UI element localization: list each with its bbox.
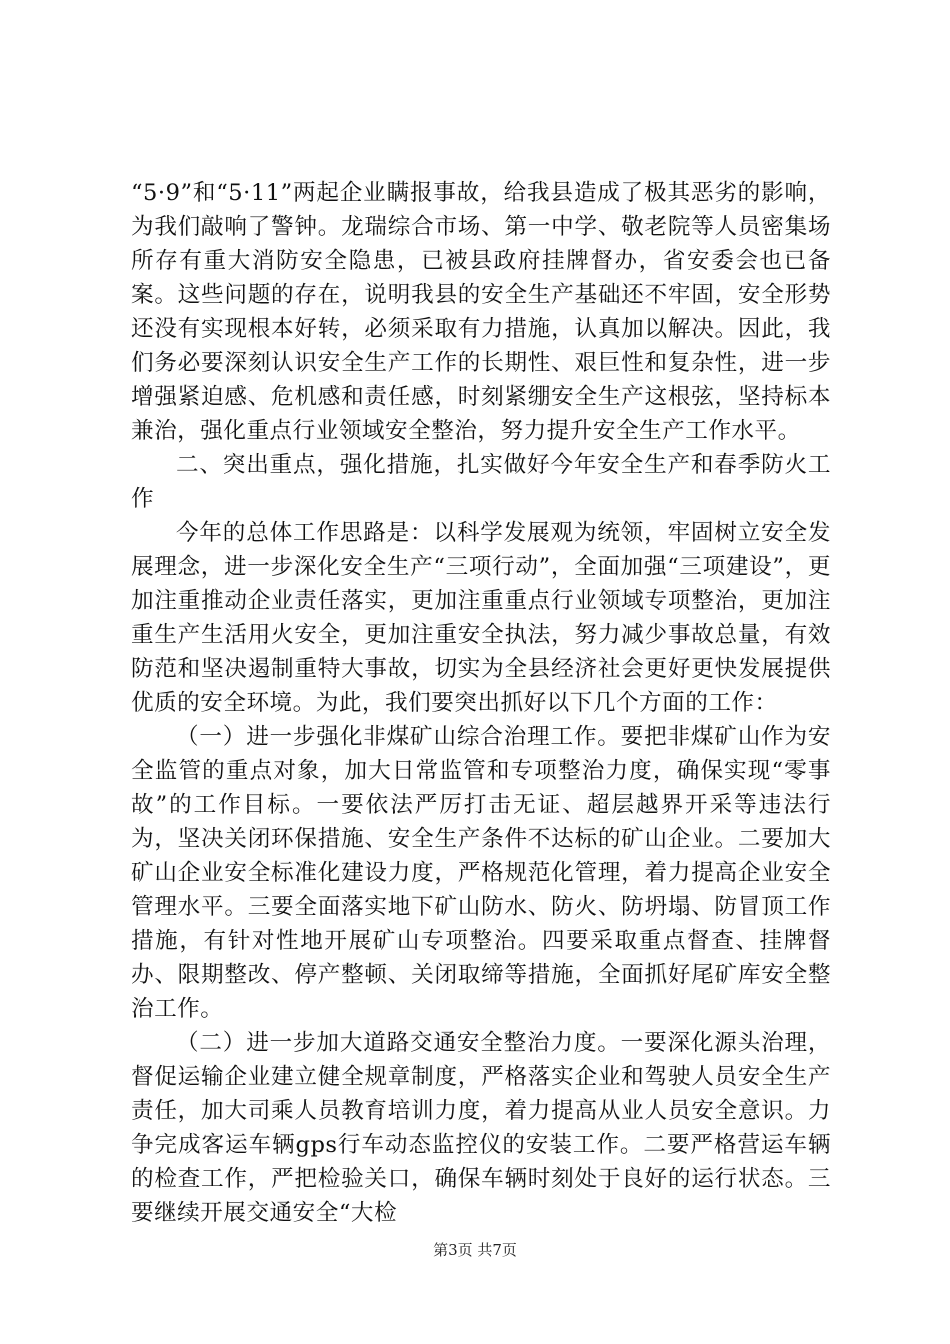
paragraph-1: “5·9”和“5·11”两起企业瞒报事故，给我县造成了极其恶劣的影响，为我们敲响了警钟。龙瑞综合市场、第一中学、敬老院等人员密集场所存有重大消防安全隐患，已被县政府挂牌督办，省安委会也已备案。这些问题的存在，说明我县的安全生产基础还不牢固，安全形势还没有实现根本好转，必须采取有力措施，认真加以解决。因此，我们务必要深刻认识安全生产工作的长期性、艰巨性和复杂性，进一步增强紧迫感、危机感和责任感，时刻紧绷安全生产这根弦，坚持标本兼治，强化重点行业领域安全整治，努力提升安全生产工作水平。 <box>131 180 831 444</box>
page-number-footer: 第3页 共7页 <box>433 1241 517 1259</box>
paragraph-4: （一）进一步强化非煤矿山综合治理工作。要把非煤矿山作为安全监管的重点对象，加大日常监管和专项整治力度，确保实现“零事故”的工作目标。一要依法严厉打击无证、超层越界开采等违法行为，坚决关闭环保措施、安全生产条件不达标的矿山企业。二要加大矿山企业安全标准化建设力度，严格规范化管理，着力提高企业安全管理水平。三要全面落实地下矿山防水、防火、防坍塌、防冒顶工作措施，有针对性地开展矿山专项整治。四要采取重点督查、挂牌督办、限期整改、停产整顿、关闭取缔等措施，全面抓好尾矿库安全整治工作。 <box>131 724 831 1022</box>
document-body <box>131 176 831 1230</box>
paragraph-3: 今年的总体工作思路是：以科学发展观为统领，牢固树立安全发展理念，进一步深化安全生产“三项行动”，全面加强“三项建设”，更加注重推动企业责任落实，更加注重重点行业领域专项整治，更加注重生产生活用火安全，更加注重安全执法，努力减少事故总量，有效防范和坚决遏制重特大事故，切实为全县经济社会更好更快发展提供优质的安全环境。为此，我们要突出抓好以下几个方面的工作： <box>131 520 831 716</box>
section-heading-2: 二、突出重点，强化措施，扎实做好今年安全生产和春季防火工作 <box>131 452 831 512</box>
paragraph-5: （二）进一步加大道路交通安全整治力度。一要深化源头治理，督促运输企业建立健全规章制度，严格落实企业和驾驶人员安全生产责任，加大司乘人员教育培训力度，着力提高从业人员安全意识。力争完成客运车辆gps行车动态监控仪的安装工作。二要严格营运车辆的检查工作，严把检验关口，确保车辆时刻处于良好的运行状态。三要继续开展交通安全“大检 <box>131 1030 831 1226</box>
